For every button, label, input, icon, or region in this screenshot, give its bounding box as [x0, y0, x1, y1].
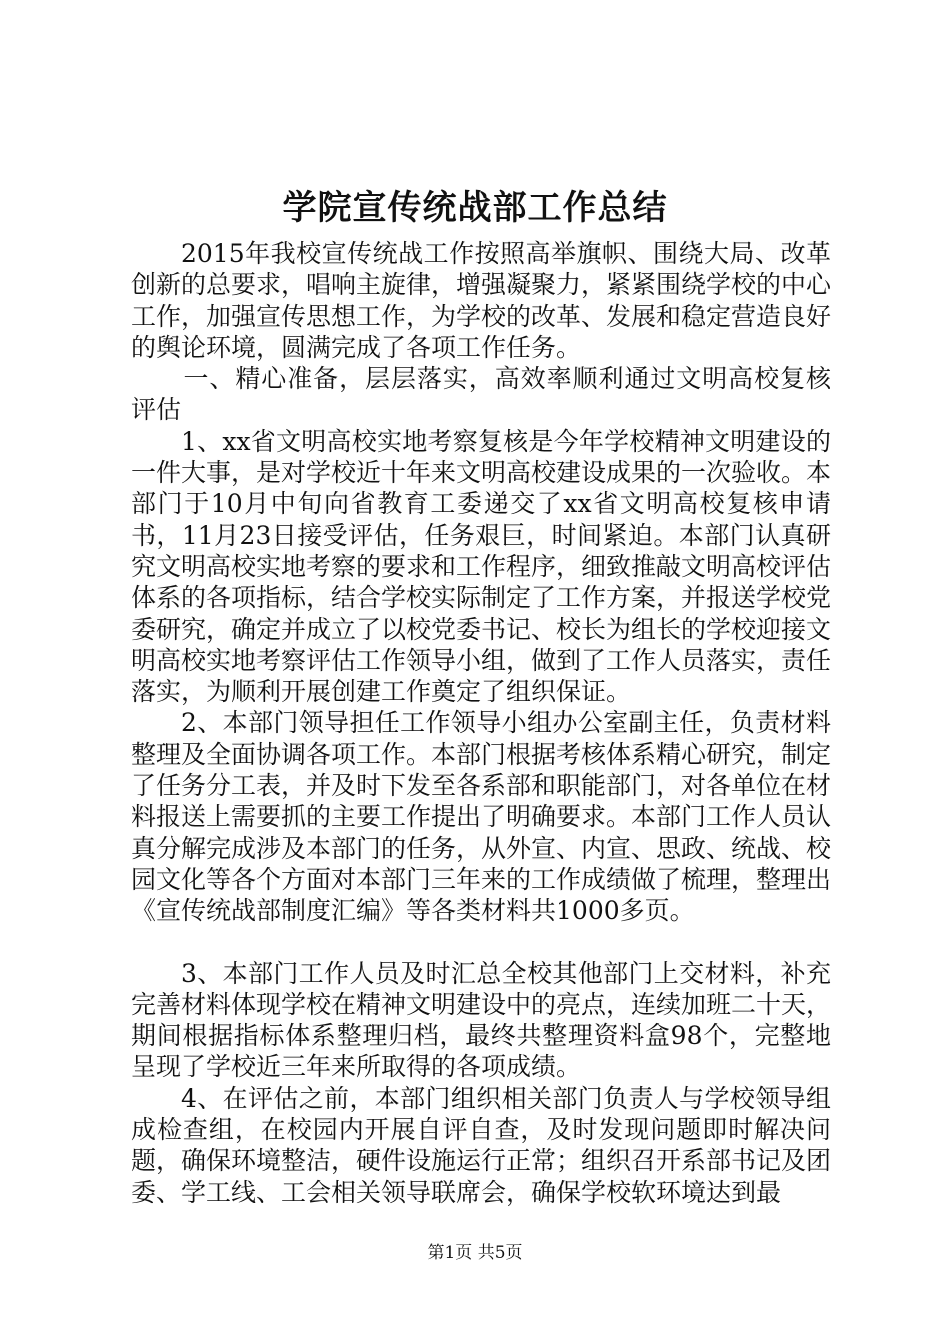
paragraph-spacer [131, 927, 831, 958]
paragraph-item-2: 2、本部门领导担任工作领导小组办公室副主任，负责材料整理及全面协调各项工作。本部门根据考核体系精心研究，制定了任务分工表，并及时下发至各系部和职能部门，对各单位在材料报送上需要抓的主要工作提出了明确要求。本部门工作人员认真分解完成涉及本部门的任务，从外宣、内宣、思政、统战、校园文化等各个方面对本部门三年来的工作成绩做了梳理，整理出《宣传统战部制度汇编》等各类材料共1000多页。 [131, 708, 832, 926]
paragraph-item-1: 1、xx省文明高校实地考察复核是今年学校精神文明建设的一件大事，是对学校近十年来文明高校建设成果的一次验收。本部门于10月中旬向省教育工委递交了xx省文明高校复核申请书，11月23日接受评估，任务艰巨，时间紧迫。本部门认真研究文明高校实地考察的要求和工作程序，细致推敲文明高校评估体系的各项指标，结合学校实际制定了工作方案，并报送学校党委研究，确定并成立了以校党委书记、校长为组长的学校迎接文明高校实地考察评估工作领导小组，做到了工作人员落实，责任落实，为顺利开展创建工作奠定了组织保证。 [131, 426, 832, 707]
paragraph-intro: 2015年我校宣传统战工作按照高举旗帜、围绕大局、改革创新的总要求，唱响主旋律，增强凝聚力，紧紧围绕学校的中心工作，加强宣传思想工作，为学校的改革、发展和稳定营造良好的舆论环境，圆满完成了各项工作任务。 [131, 239, 832, 362]
document-title: 学院宣传统战部工作总结 [282, 188, 668, 228]
section-heading-1: 一、精心准备，层层落实，高效率顺利通过文明高校复核评估 [131, 364, 831, 425]
paragraph-item-4: 4、在评估之前，本部门组织相关部门负责人与学校领导组成检查组，在校园内开展自评自查，及时发现问题即时解决问题，确保环境整洁，硬件设施运行正常；组织召开系部书记及团委、学工线、工会相关领导联席会，确保学校软环境达到最 [131, 1083, 832, 1207]
document-body [131, 238, 831, 1208]
paragraph-item-3: 3、本部门工作人员及时汇总全校其他部门上交材料，补充完善材料体现学校在精神文明建设中的亮点，连续加班二十天，期间根据指标体系整理归档，最终共整理资料盒98个，完整地呈现了学校近三年来所取得的各项成绩。 [131, 958, 832, 1082]
page-footer: 第1页 共5页 [427, 1243, 523, 1263]
